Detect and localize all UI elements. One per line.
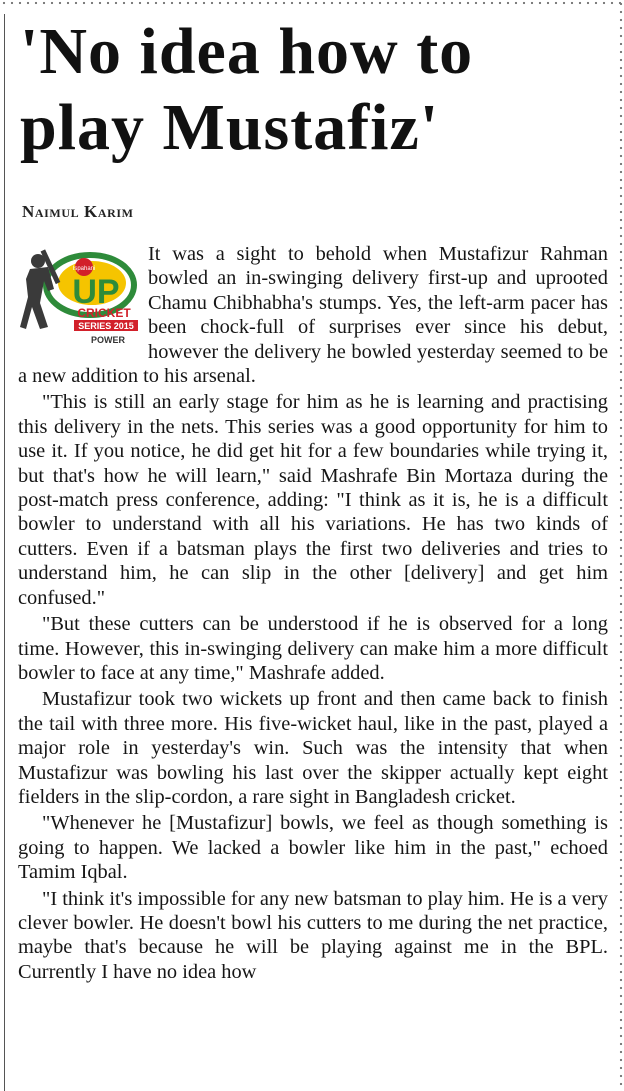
byline: Naimul Karim bbox=[22, 202, 134, 221]
headline: 'No idea how to play Mustafiz' bbox=[20, 15, 474, 164]
right-dotted-rule bbox=[618, 0, 624, 1091]
logo-float-space bbox=[18, 242, 148, 358]
logo-line2: SERIES 2015 bbox=[78, 321, 134, 331]
left-column-rule bbox=[4, 14, 5, 1091]
logo-line1: CRICKET bbox=[77, 306, 131, 320]
paragraph-5: "Whenever he [Mustafizur] bowls, we feel as though something is going to happen. We lacked a bowler like him in the past," echoed Tamim Iqbal. bbox=[18, 812, 608, 884]
badge-text: Ispahani bbox=[72, 266, 96, 272]
paragraph-4: Mustafizur took two wickets up front and then came back to finish the tail with three more. His five-wicket haul, like in the past, played a major role in yesterday's win. Such was the intensity that when Mustafizur was bowling his last over the skipper actually kept eight fielders in the slip-cordon, a rare sight in Bangladesh cricket. bbox=[18, 688, 608, 808]
paragraph-2: "This is still an early stage for him as he is learning and practising this delivery in the nets. This series was a good opportunity for him to use it. If you notice, he did get hit for a few boundaries while trying it, but that's how he will learn," said Mashrafe Bin Mortaza during the post-match press conference, adding: "I think as it is, he is a difficult bowler to understand with all his variations. He has two kinds of cutters. Even if a batsman plays the first two deliveries and tries to understand him, he can slip in the other [delivery] and get him confused." bbox=[18, 391, 608, 609]
paragraph-6: "I think it's impossible for any new batsman to play him. He is a very clever bowler. He doesn't bowl his cutters to me during the net practice, maybe that's because he will be playing against me in the BPL. Currently I have no idea how bbox=[18, 887, 608, 983]
paragraph-1: It was a sight to behold when Mustafizur Rahman bowled an in-swinging delivery first-up and uprooted Chamu Chibhabha's stumps. Yes, the left-arm pacer has been chock-full of surprises ever since his debut, however the delivery he bowled yesterday seemed to be a new addition to his arsenal. bbox=[18, 243, 608, 388]
sponsor-text: POWER bbox=[90, 335, 126, 345]
article-body bbox=[18, 242, 608, 986]
top-dotted-rule bbox=[0, 0, 624, 6]
paragraph-3: "But these cutters can be understood if he is observed for a long time. However, this in-swinging delivery can make him a more difficult bowler to face at any time," Mashrafe added. bbox=[18, 613, 608, 684]
brand-text: UP bbox=[72, 273, 120, 311]
